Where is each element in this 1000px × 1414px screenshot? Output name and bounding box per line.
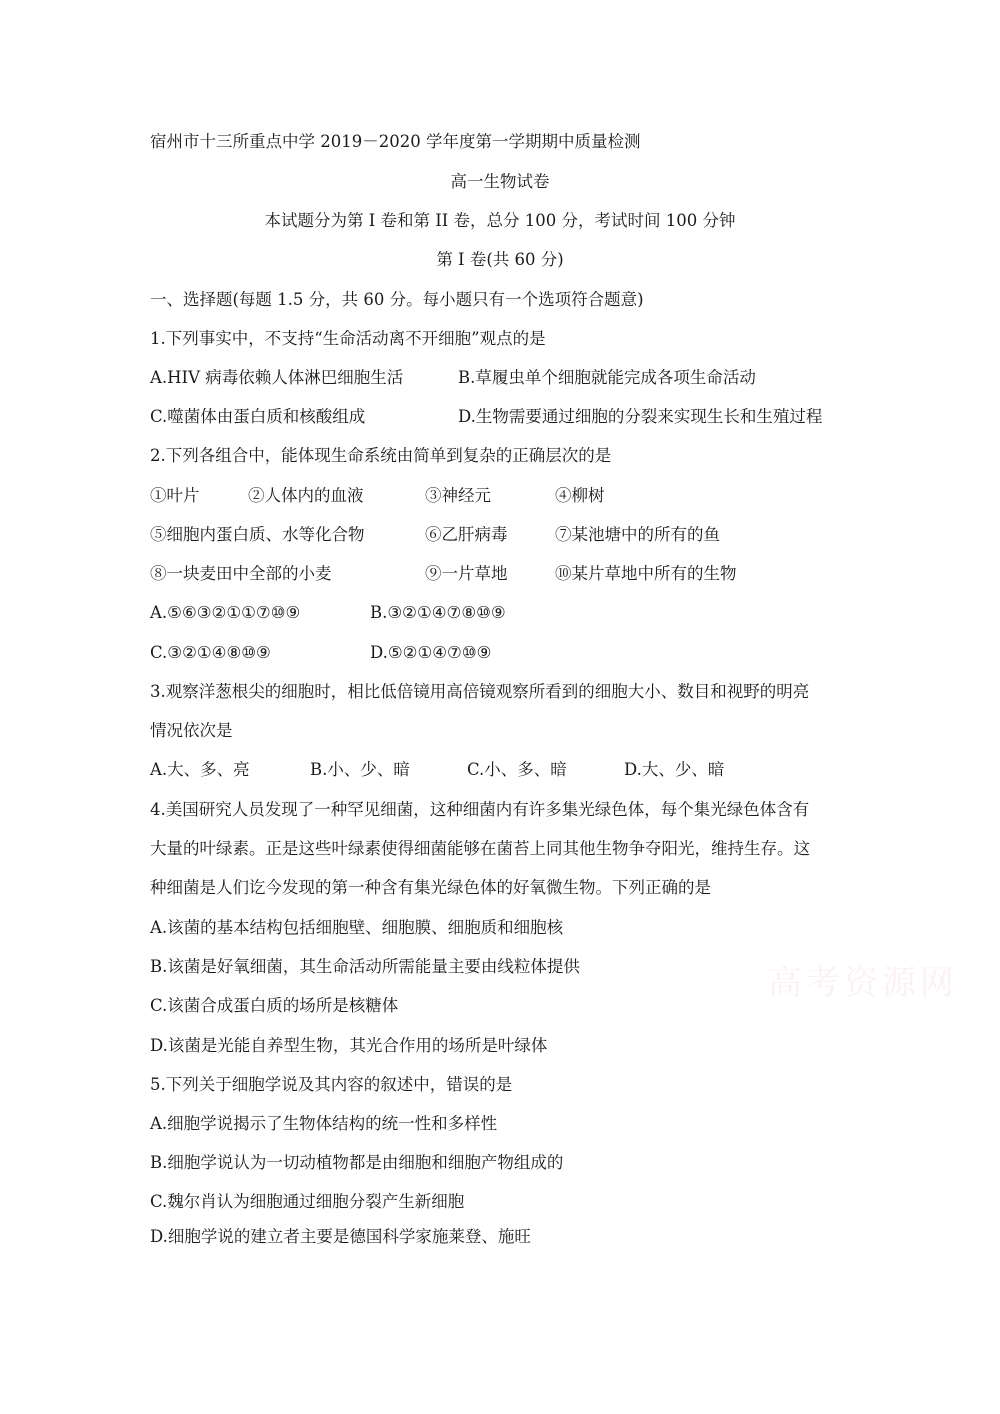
item-4: ④柳树 (555, 486, 605, 505)
option-c: C.小、多、暗 (467, 760, 567, 779)
option-d: D.该菌是光能自养型生物，其光合作用的场所是叶绿体 (150, 1036, 548, 1055)
option-a: A.大、多、亮 (150, 760, 250, 779)
question-stem-cont: 大量的叶绿素。正是这些叶绿素使得细菌能够在菌苔上同其他生物争夺阳光，维持生存。这 (150, 839, 810, 858)
option-a: A.细胞学说揭示了生物体结构的统一性和多样性 (150, 1114, 498, 1133)
item-10: ⑩某片草地中所有的生物 (555, 564, 737, 583)
option-c: C.该菌合成蛋白质的场所是核糖体 (150, 996, 399, 1015)
question-stem: 1.下列事实中，不支持“生命活动离不开细胞”观点的是 (150, 329, 546, 348)
part-title: 第 I 卷(共 60 分) (436, 250, 564, 269)
option-c: C.魏尔肖认为细胞通过细胞分裂产生新细胞 (150, 1192, 465, 1211)
item-5: ⑤细胞内蛋白质、水等化合物 (150, 525, 365, 544)
question-stem: 2.下列各组合中，能体现生命系统由简单到复杂的正确层次的是 (150, 446, 612, 465)
option-d: D.大、少、暗 (624, 760, 725, 779)
item-6: ⑥乙肝病毒 (425, 525, 508, 544)
item-2: ②人体内的血液 (248, 486, 364, 505)
item-3: ③神经元 (425, 486, 491, 505)
option-d: D.⑤②①④⑦⑩⑨ (370, 643, 492, 662)
item-1: ①叶片 (150, 486, 200, 505)
option-a: A.该菌的基本结构包括细胞壁、细胞膜、细胞质和细胞核 (150, 918, 564, 937)
option-b: B.细胞学说认为一切动植物都是由细胞和细胞产物组成的 (150, 1153, 564, 1172)
item-8: ⑧一块麦田中全部的小麦 (150, 564, 332, 583)
option-c: C.噬菌体由蛋白质和核酸组成 (150, 407, 366, 426)
option-b: B.草履虫单个细胞就能完成各项生命活动 (458, 368, 756, 387)
question-stem-cont: 种细菌是人们讫今发现的第一种含有集光绿色体的好氧微生物。下列正确的是 (150, 878, 711, 897)
item-7: ⑦某池塘中的所有的鱼 (555, 525, 720, 544)
school-exam-line: 宿州市十三所重点中学 2019－2020 学年度第一学期期中质量检测 (150, 132, 641, 151)
watermark: 高考资源网 (768, 963, 958, 1003)
option-c: C.③②①④⑧⑩⑨ (150, 643, 271, 662)
question-stem: 3.观察洋葱根尖的细胞时，相比低倍镜用高倍镜观察所看到的细胞大小、数目和视野的明亮 (150, 682, 810, 701)
option-d: D.细胞学说的建立者主要是德国科学家施莱登、施旺 (150, 1227, 531, 1246)
item-9: ⑨一片草地 (425, 564, 508, 583)
question-stem-cont: 情况依次是 (150, 721, 233, 740)
option-a: A.HIV 病毒依赖人体淋巴细胞生活 (150, 368, 404, 387)
option-b: B.③②①④⑦⑧⑩⑨ (370, 603, 506, 622)
option-b: B.该菌是好氧细菌，其生命活动所需能量主要由线粒体提供 (150, 957, 580, 976)
option-a: A.⑤⑥③②①①⑦⑩⑨ (150, 603, 301, 622)
exam-title: 高一生物试卷 (450, 172, 550, 191)
option-d: D.生物需要通过细胞的分裂来实现生长和生殖过程 (458, 407, 823, 426)
section-heading: 一、选择题(每题 1.5 分，共 60 分。每小题只有一个选项符合题意) (150, 290, 644, 309)
exam-info: 本试题分为第 I 卷和第 II 卷，总分 100 分，考试时间 100 分钟 (264, 211, 736, 230)
option-b: B.小、少、暗 (310, 760, 410, 779)
question-stem: 5.下列关于细胞学说及其内容的叙述中，错误的是 (150, 1075, 513, 1094)
question-stem: 4.美国研究人员发现了一种罕见细菌，这种细菌内有许多集光绿色体，每个集光绿色体含有 (150, 800, 810, 819)
